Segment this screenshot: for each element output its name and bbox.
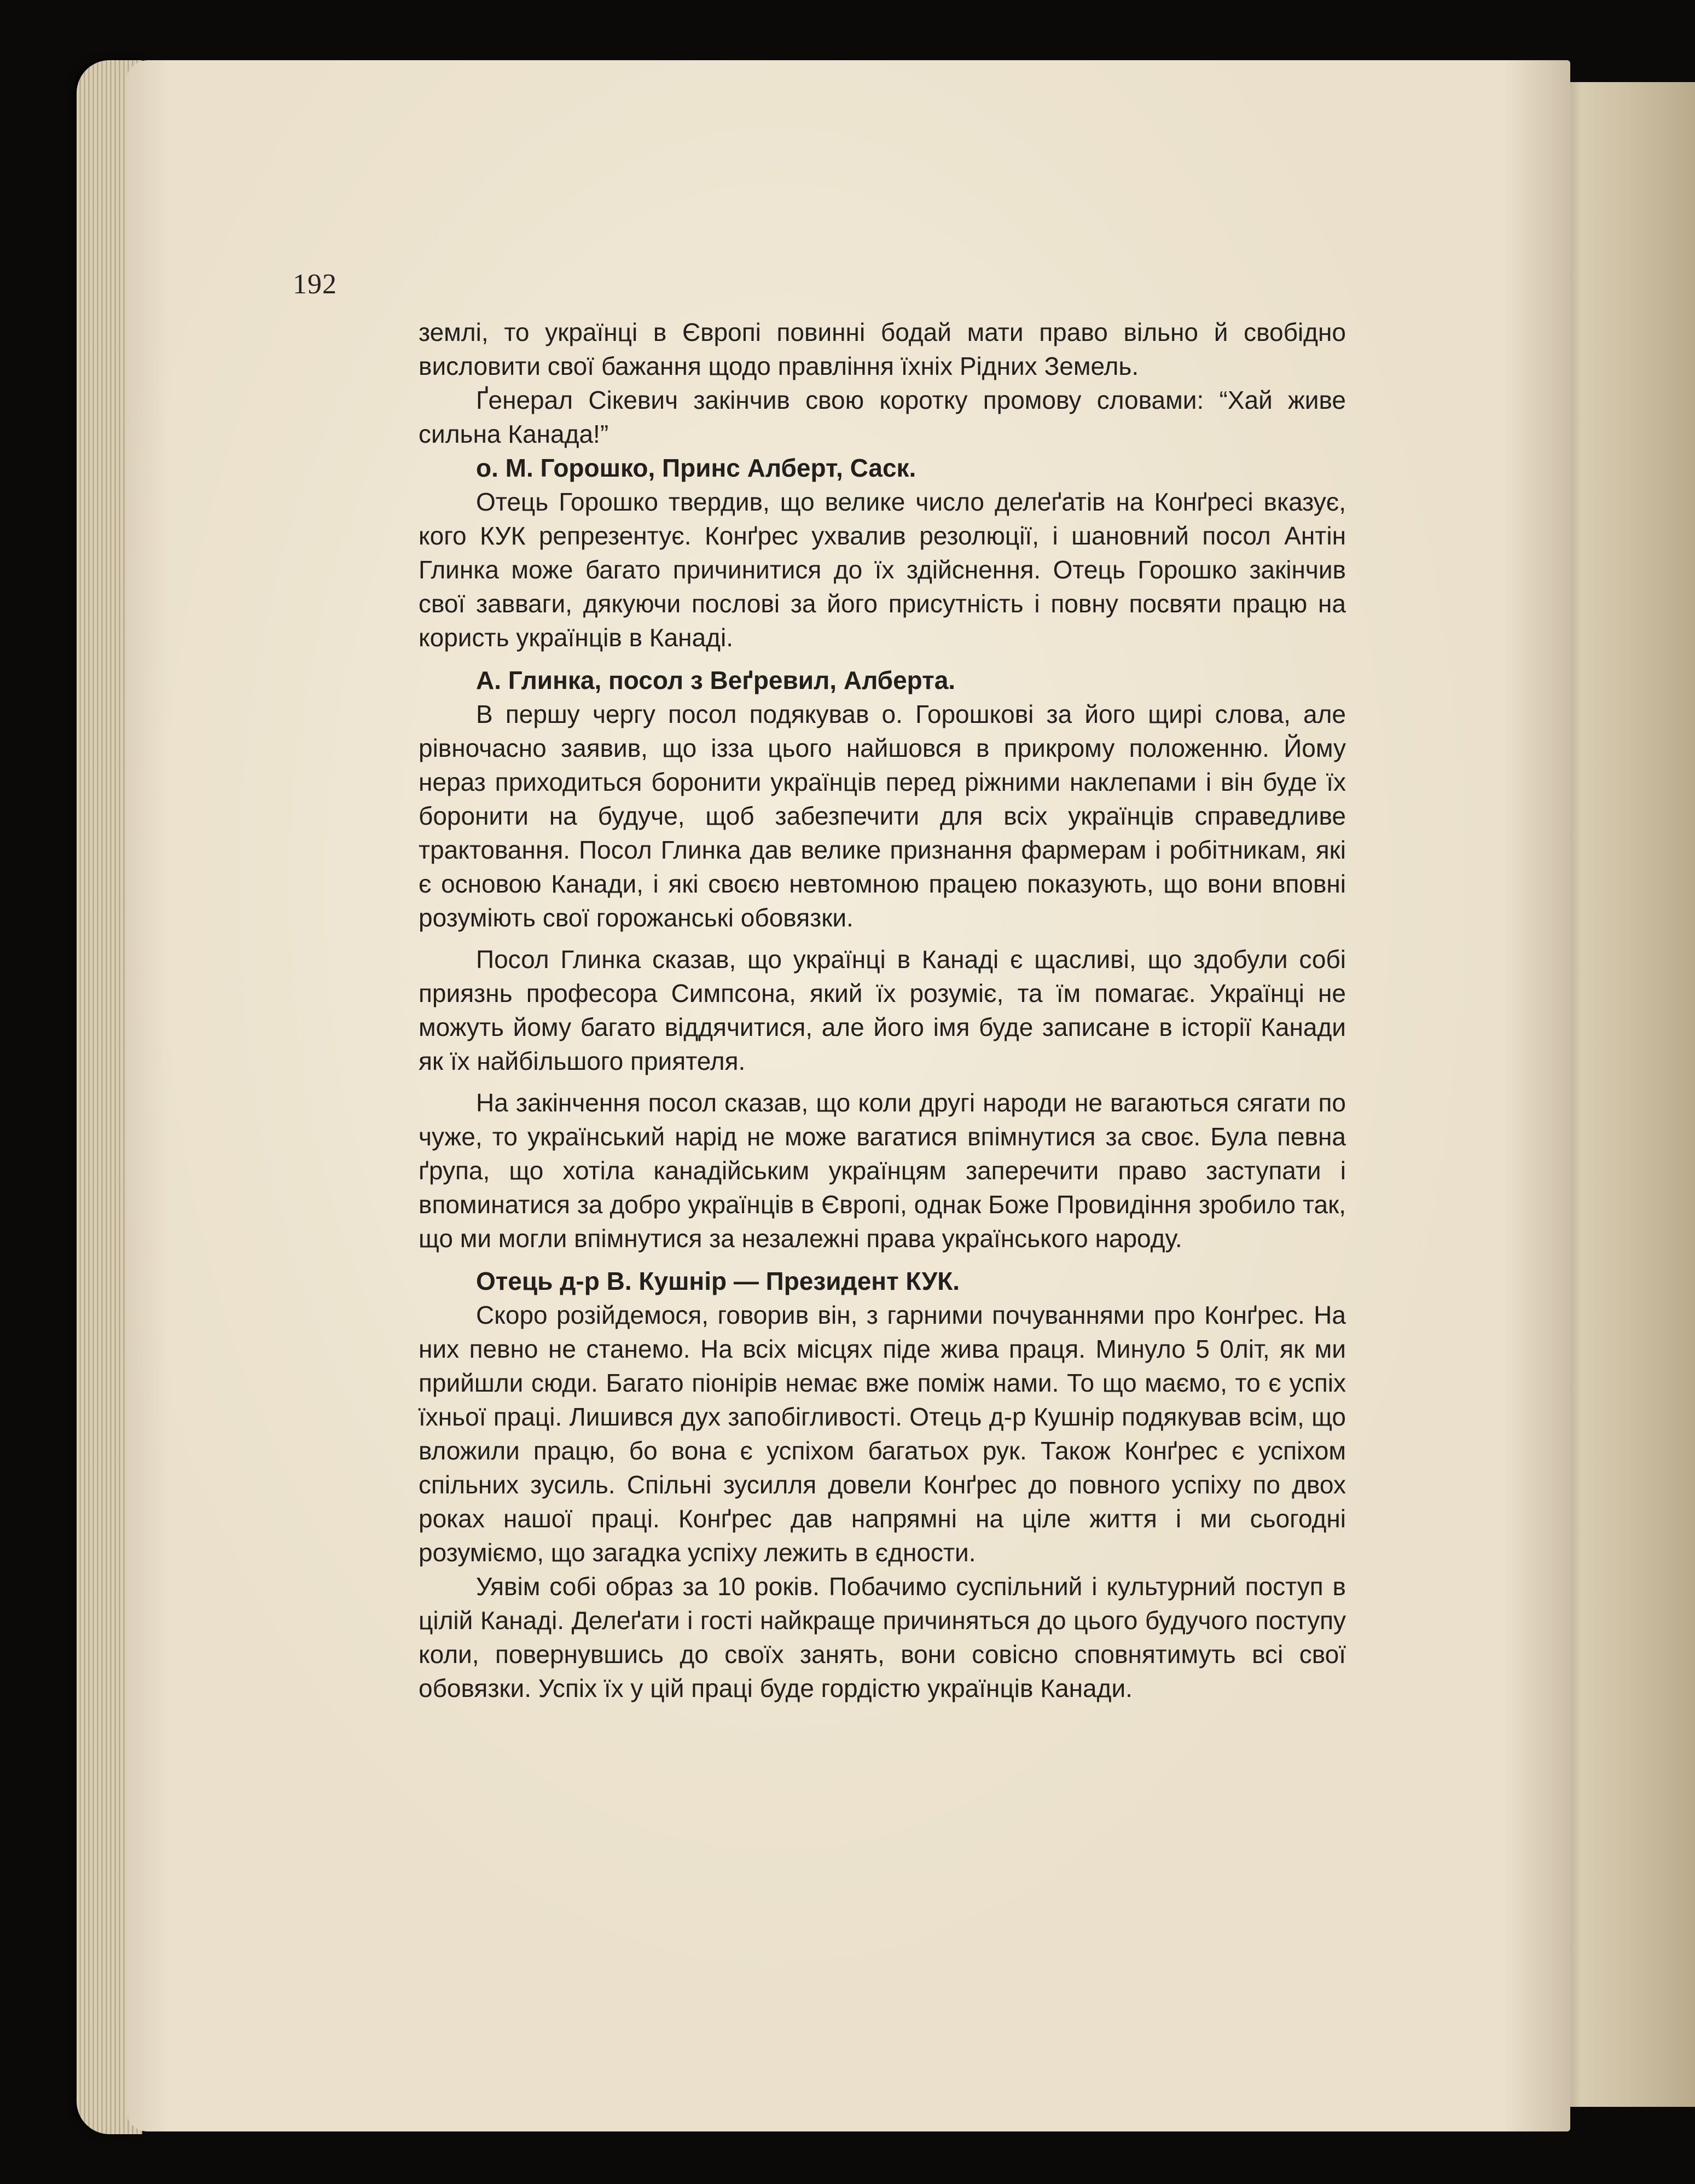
paragraph-kushnir-2: Уявім собі образ за 10 років. Побачимо суспільний і культурний поступ в цілій Канаді. Делеґати і гості найкраще причиняться до цього будучого поступу коли, повернувшись до своїх занять, вони совісно сповнятимуть всі свої обовязки. Успіх їх у цій праці буде гордістю українців Канади.	[419, 1572, 1346, 1702]
facing-page-edge	[1565, 82, 1695, 2107]
paragraph-horoshko: Отець Горошко твердив, що велике число делеґатів на Конґресі вказує, кого КУК репрезентує. Конґрес ухвалив резолюції, і шановний посол Антін Глинка може багато причинитися до їх здійснення. Отець Горошко закінчив свої завваги, дякуючи послові за його присутність і повну посвяти працю на користь українців в Канаді.	[419, 488, 1346, 652]
paragraph-kushnir-1: Скоро розійдемося, говорив він, з гарними почуваннями про Конґрес. На них певно не станемо. На всіх місцях піде жива праця. Минуло 5 0літ, як ми прийшли сюди. Багато піонірів немає вже поміж нами. То що маємо, то є успіх їхньої праці. Лишився дух запобігливості. Отець д-р Кушнір подякував всім, що вложили працю, бо вона є успіхом багатьох рук. Також Конґрес є успіхом спільних зусиль. Спільні зусилля довели Конґрес до повного успіху по двох роках нашої праці. Конґрес дав напрямні на ціле життя і ми сьогодні розуміємо, що загадка успіху лежить в єдности.	[419, 1301, 1346, 1567]
paragraph-hlynka-2: Посол Глинка сказав, що українці в Канаді є щасливі, що здобули собі приязнь професора Симпсона, який їх розуміє, та їм помагає. Українці не можуть йому багато віддячитися, але його імя буде записане в історії Канади як їх найбільшого приятеля.	[419, 945, 1346, 1075]
heading-horoshko: о. М. Горошко, Принс Алберт, Саск.	[476, 454, 916, 482]
page-number: 192	[293, 269, 337, 300]
paragraph-intro: землі, то українці в Європі повинні бодай мати право вільно й свобідно висловити свої бажання щодо правління їхніх Рідних Земель.	[419, 318, 1346, 380]
page-text	[419, 315, 1346, 1705]
paragraph-sikevych: Ґенерал Сікевич закінчив свою коротку промову словами: “Хай живе сильна Канада!”	[419, 386, 1346, 448]
heading-kushnir: Отець д-р В. Кушнір — Президент КУК.	[476, 1267, 960, 1295]
paragraph-hlynka-3: На закінчення посол сказав, що коли другі народи не вагаються сягати по чуже, то український нарід не може вагатися впімнутися за своє. Була певна ґрупа, що хотіла канадійським українцям заперечити право заступати і впоминатися за добро українців в Європі, однак Боже Провидіння зробило так, що ми могли впімнутися за незалежні права українського народу.	[419, 1088, 1346, 1253]
heading-hlynka: А. Глинка, посол з Веґревил, Алберта.	[476, 666, 956, 694]
paragraph-hlynka-1: В першу чергу посол подякував о. Горошкові за його щирі слова, але рівночасно заявив, що ізза цього найшовся в прикрому положенню. Йому нераз приходиться боронити українців перед ріжними наклепами і він буде їх боронити на будуче, щоб забезпечити для всіх українців справедливе трактовання. Посол Глинка дав велике признання фармерам і робітникам, які є основою Канади, і які своєю невтомною працею показують, що вони вповні розуміють свої горожанські обовязки.	[419, 700, 1346, 932]
